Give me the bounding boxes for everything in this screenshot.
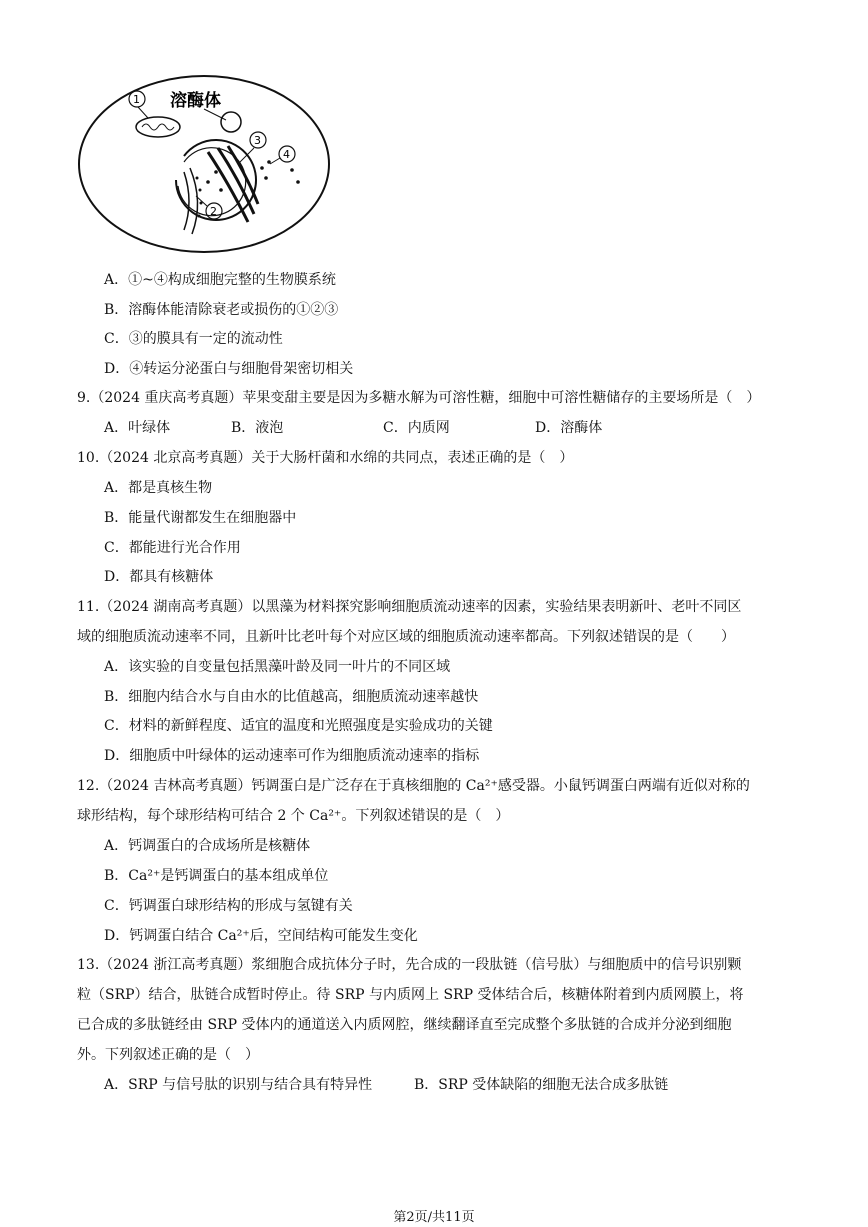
- marker-2: 2: [210, 205, 217, 218]
- marker-3: 3: [254, 134, 261, 147]
- q9-option-d: D．溶酶体: [535, 420, 603, 436]
- q10-option-d: D．都具有核糖体: [104, 569, 214, 585]
- mitochondrion-cristae: [142, 124, 174, 130]
- q8-option-d: D．④转运分泌蛋白与细胞骨架密切相关: [104, 361, 354, 377]
- q12-option-d: D．钙调蛋白结合 Ca²⁺后，空间结构可能发生变化: [104, 928, 418, 944]
- lysosome: [221, 112, 241, 132]
- q11-option-d: D．细胞质中叶绿体的运动速率可作为细胞质流动速率的指标: [104, 748, 480, 764]
- q8-option-b: B．溶酶体能清除衰老或损伤的①②③: [104, 302, 339, 318]
- q12-stem-line1: 12.（2024 吉林高考真题）钙调蛋白是广泛存在于真核细胞的 Ca²⁺感受器。小鼠钙调蛋白两端有近似对称的: [77, 778, 750, 794]
- q13-stem-line3: 已合成的多肽链经由 SRP 受体内的通道送入内质网腔，继续翻译直至完成整个多肽链的合成并分泌到细胞: [77, 1017, 732, 1033]
- q8-option-a: A．①~④构成细胞完整的生物膜系统: [104, 272, 336, 288]
- q8-option-c: C．③的膜具有一定的流动性: [104, 331, 283, 347]
- q11-option-a: A．该实验的自变量包括黑藻叶龄及同一叶片的不同区域: [104, 659, 451, 675]
- q11-option-b: B．细胞内结合水与自由水的比值越高，细胞质流动速率越快: [104, 689, 479, 705]
- q13-stem-line1: 13.（2024 浙江高考真题）浆细胞合成抗体分子时，先合成的一段肽链（信号肽）与细胞质中的信号识别颗: [77, 957, 742, 973]
- q9-stem: 9.（2024 重庆高考真题）苹果变甜主要是因为多糖水解为可溶性糖，细胞中可溶性糖储存的主要场所是（ ）: [77, 390, 761, 406]
- q12-stem-line2: 球形结构，每个球形结构可结合 2 个 Ca²⁺。下列叙述错误的是（ ）: [77, 808, 510, 824]
- lysosome-label: 溶酶体: [170, 91, 221, 111]
- q13-option-a: A．SRP 与信号肽的识别与结合具有特异性: [104, 1077, 373, 1093]
- marker-1: 1: [133, 93, 140, 106]
- q10-option-b: B．能量代谢都发生在细胞器中: [104, 510, 297, 526]
- q13-stem-line2: 粒（SRP）结合，肽链合成暂时停止。待 SRP 与内质网上 SRP 受体结合后，核糖体附着到内质网膜上，将: [77, 987, 744, 1003]
- page-footer: 第2页/共11页: [393, 1210, 475, 1225]
- q12-option-a: A．钙调蛋白的合成场所是核糖体: [104, 838, 311, 854]
- q11-stem-line2: 域的细胞质流动速率不同，且新叶比老叶每个对应区域的细胞质流动速率都高。下列叙述错误的是（ ）: [77, 629, 735, 645]
- q9-option-a: A．叶绿体: [104, 420, 171, 436]
- marker-4: 4: [283, 148, 290, 161]
- q10-stem: 10.（2024 北京高考真题）关于大肠杆菌和水绵的共同点，表述正确的是（ ）: [77, 450, 574, 466]
- vesicle: [260, 166, 264, 170]
- q12-option-c: C．钙调蛋白球形结构的形成与氢键有关: [104, 898, 353, 914]
- q9-option-c: C．内质网: [383, 420, 450, 436]
- q13-option-b: B．SRP 受体缺陷的细胞无法合成多肽链: [414, 1077, 669, 1093]
- q13-stem-line4: 外。下列叙述正确的是（ ）: [77, 1047, 259, 1063]
- q12-option-b: B．Ca²⁺是钙调蛋白的基本组成单位: [104, 868, 329, 884]
- cell-diagram: [76, 72, 336, 262]
- q9-option-b: B．液泡: [231, 420, 284, 436]
- q11-stem-line1: 11.（2024 湖南高考真题）以黑藻为材料探究影响细胞质流动速率的因素，实验结果表明新叶、老叶不同区: [77, 599, 742, 615]
- q11-option-c: C．材料的新鲜程度、适宜的温度和光照强度是实验成功的关键: [104, 718, 493, 734]
- q10-option-c: C．都能进行光合作用: [104, 540, 241, 556]
- q10-option-a: A．都是真核生物: [104, 480, 213, 496]
- rough-er: [184, 172, 189, 230]
